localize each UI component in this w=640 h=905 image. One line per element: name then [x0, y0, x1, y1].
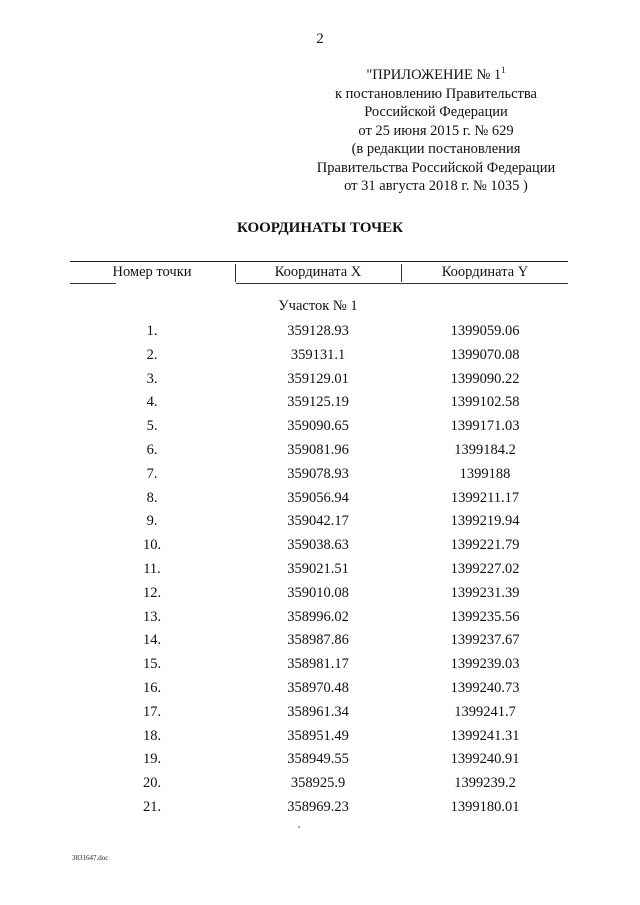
appendix-line: от 31 августа 2018 г. № 1035 )	[344, 178, 528, 194]
cell-coordinate-x: 359128.93	[287, 323, 349, 339]
cell-coordinate-x: 359038.63	[287, 537, 349, 554]
scan-dot	[298, 826, 300, 828]
cell-point-number: 6.	[146, 441, 158, 458]
cell-coordinate-x: 358981.17	[287, 656, 349, 673]
footer-filename: 3831647.doc	[72, 854, 109, 862]
table-row	[70, 416, 568, 440]
cell-coordinate-y: 1399211.17	[450, 489, 520, 506]
cell-point-number: 17.	[142, 703, 162, 720]
cell-coordinate-y: 1399070.08	[450, 346, 520, 363]
cell-coordinate-y: 1399180.01	[450, 798, 520, 815]
cell-coordinate-y: 1399221.79	[450, 537, 520, 554]
table-row	[70, 369, 568, 393]
table-row	[70, 749, 568, 773]
cell-point-number: 5.	[146, 418, 158, 435]
table-row	[70, 607, 568, 631]
cell-coordinate-y: 1399241.31	[450, 727, 520, 744]
cell-coordinate-x: 358949.55	[287, 751, 349, 768]
cell-point-number: 19.	[142, 751, 162, 768]
cell-coordinate-y: 1399239.2	[454, 775, 516, 792]
table-row	[70, 392, 568, 416]
document-title: КООРДИНАТЫ ТОЧЕК	[236, 220, 404, 236]
header-coordinate-x: Координата X	[274, 264, 362, 280]
table-row	[70, 797, 568, 821]
cell-point-number: 21.	[142, 798, 162, 815]
cell-point-number: 7.	[146, 465, 158, 482]
table-row	[70, 440, 568, 464]
cell-coordinate-x: 358970.48	[287, 679, 349, 696]
cell-coordinate-x: 358987.86	[287, 632, 349, 649]
cell-coordinate-x: 358951.49	[287, 727, 349, 744]
cell-point-number: 14.	[142, 632, 162, 649]
cell-coordinate-x: 358969.23	[287, 798, 349, 815]
cell-coordinate-x: 359056.94	[287, 489, 349, 506]
cell-point-number: 12.	[142, 584, 162, 601]
cell-point-number: 1.	[146, 323, 158, 339]
appendix-line: (в редакции постановления	[351, 141, 521, 157]
table-row	[70, 583, 568, 607]
table-row	[70, 511, 568, 535]
cell-coordinate-y: 1399227.02	[450, 560, 520, 577]
cell-coordinate-x: 359042.17	[287, 513, 349, 530]
appendix-heading	[300, 66, 572, 85]
cell-coordinate-y: 1399235.56	[450, 608, 520, 625]
cell-point-number: 13.	[142, 608, 162, 625]
appendix-line: Правительства Российской Федерации	[316, 159, 556, 176]
cell-coordinate-x: 359010.08	[287, 584, 349, 601]
table-header	[70, 261, 568, 284]
cell-coordinate-y: 1399090.22	[450, 370, 520, 387]
cell-coordinate-y: 1399059.06	[450, 323, 520, 339]
table-row	[70, 488, 568, 512]
cell-coordinate-y: 1399219.94	[450, 513, 520, 530]
cell-coordinate-x: 358996.02	[287, 608, 349, 625]
cell-point-number: 20.	[142, 775, 162, 792]
appendix-heading-text: "ПРИЛОЖЕНИЕ № 1	[366, 67, 502, 83]
cell-coordinate-x: 359081.96	[287, 441, 349, 458]
cell-coordinate-x: 359129.01	[287, 370, 349, 387]
header-coordinate-y: Координата Y	[441, 264, 529, 280]
cell-coordinate-y: 1399171.03	[450, 418, 520, 435]
cell-coordinate-y: 1399184.2	[454, 441, 516, 458]
cell-coordinate-y: 1399102.58	[450, 394, 520, 411]
cell-point-number: 2.	[146, 346, 158, 363]
table-row	[70, 726, 568, 750]
page-number: 2	[316, 31, 324, 47]
cell-point-number: 10.	[142, 537, 162, 554]
header-underline	[236, 283, 568, 284]
cell-point-number: 18.	[142, 727, 162, 744]
cell-point-number: 8.	[146, 489, 158, 506]
cell-coordinate-x: 359021.51	[287, 560, 349, 577]
table-row	[70, 773, 568, 797]
table-row	[70, 654, 568, 678]
cell-point-number: 4.	[146, 394, 158, 411]
cell-coordinate-y: 1399240.73	[450, 679, 520, 696]
table-row	[70, 559, 568, 583]
table-row	[70, 321, 568, 345]
cell-coordinate-y: 1399239.03	[450, 656, 520, 673]
appendix-line: Российской Федерации	[364, 104, 508, 120]
header-underline	[70, 283, 116, 284]
coordinates-table-body	[70, 321, 568, 821]
cell-coordinate-x: 359090.65	[287, 418, 349, 435]
cell-coordinate-y: 1399188	[459, 465, 511, 482]
cell-point-number: 11.	[143, 560, 161, 577]
cell-coordinate-x: 358925.9	[290, 775, 346, 792]
cell-coordinate-y: 1399231.39	[450, 584, 520, 601]
cell-coordinate-y: 1399240.91	[450, 751, 520, 768]
table-row	[70, 535, 568, 559]
appendix-line: от 25 июня 2015 г. № 629	[358, 122, 514, 139]
table-row	[70, 345, 568, 369]
cell-point-number: 16.	[142, 679, 162, 696]
section-title: Участок № 1	[278, 298, 358, 314]
table-row	[70, 678, 568, 702]
cell-point-number: 15.	[142, 656, 162, 673]
appendix-line: к постановлению Правительства	[335, 85, 537, 102]
cell-coordinate-y: 1399241.7	[454, 703, 516, 720]
table-row	[70, 464, 568, 488]
header-point-number: Номер точки	[112, 264, 192, 280]
cell-coordinate-x: 359125.19	[287, 394, 349, 411]
table-row	[70, 702, 568, 726]
cell-coordinate-x: 359131.1	[290, 346, 346, 363]
cell-point-number: 9.	[146, 513, 158, 530]
cell-coordinate-x: 358961.34	[287, 703, 349, 720]
appendix-block	[300, 66, 572, 196]
cell-point-number: 3.	[146, 370, 158, 387]
cell-coordinate-x: 359078.93	[287, 465, 349, 482]
appendix-superscript: 1	[501, 65, 506, 75]
cell-coordinate-y: 1399237.67	[450, 632, 520, 649]
table-row	[70, 630, 568, 654]
